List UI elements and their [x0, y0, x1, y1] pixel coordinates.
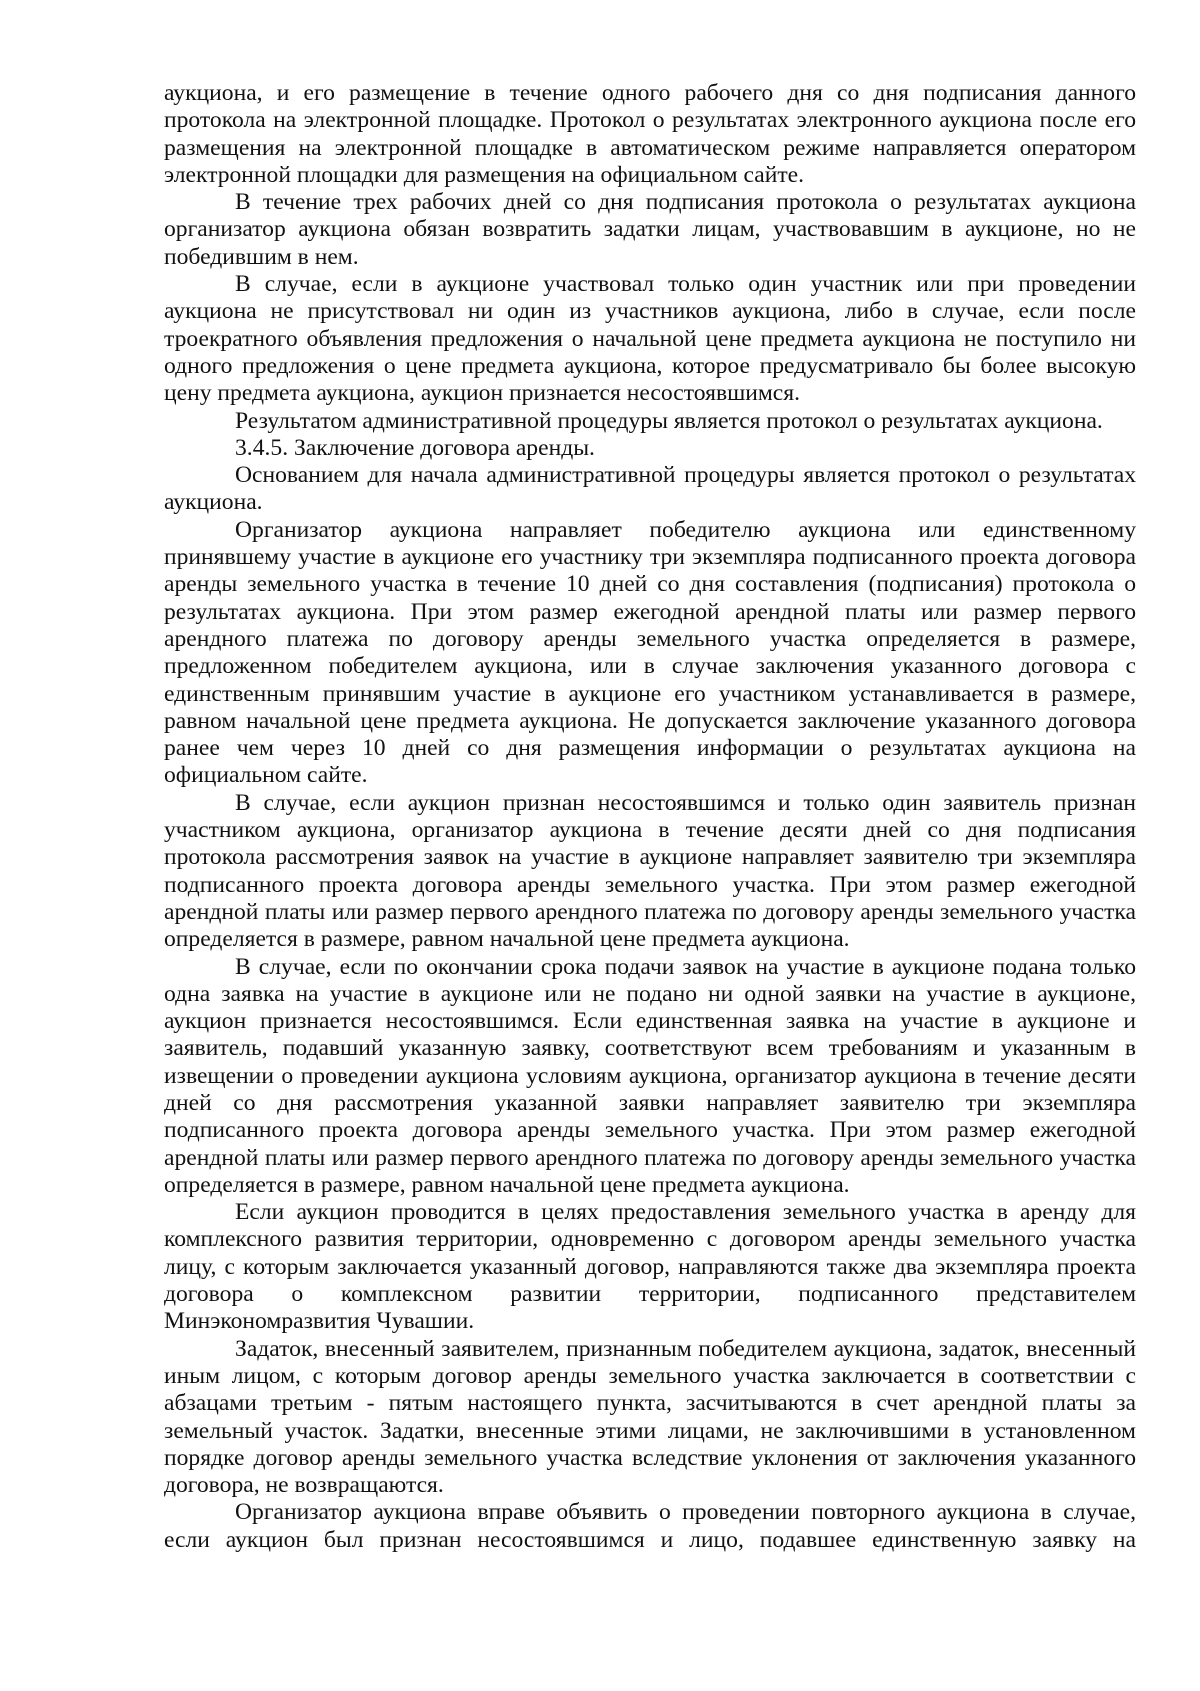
paragraph-6: Основанием для начала административной процедуры является протокол о результатах аукциона.	[164, 462, 1136, 516]
paragraph-12: Организатор аукциона вправе объявить о проведении повторного аукциона в случае, если аукцион был признан несостоявшимся и лицо, подавшее единственную заявку на	[164, 1499, 1136, 1553]
paragraph-3: В случае, если в аукционе участвовал только один участник или при проведении аукциона не присутствовал ни один из участников аукциона, либо в случае, если после троекратного объявления предложения о начальной цене предмета аукциона не поступило ни одного предложения о цене предмета аукциона, которое предусматривало бы более высокую цену предмета аукциона, аукцион признается несостоявшимся.	[164, 271, 1136, 407]
document-page	[164, 80, 1136, 1554]
paragraph-7: Организатор аукциона направляет победителю аукциона или единственному принявшему участие в аукционе его участнику три экземпляра подписанного проекта договора аренды земельного участка в течение 10 дней со дня составления (подписания) протокола о результатах аукциона. При этом размер ежегодной арендной платы или размер первого арендного платежа по договору аренды земельного участка определяется в размере, предложенном победителем аукциона, или в случае заключения указанного договора с единственным принявшим участие в аукционе его участником устанавливается в размере, равном начальной цене предмета аукциона. Не допускается заключение указанного договора ранее чем через 10 дней со дня размещения информации о результатах аукциона на официальном сайте.	[164, 516, 1136, 789]
section-heading-3-4-5: 3.4.5. Заключение договора аренды.	[235, 434, 595, 461]
paragraph-11: Задаток, внесенный заявителем, признанным победителем аукциона, задаток, внесенный иным лицом, с которым договор аренды земельного участка заключается в соответствии с абзацами третьим - пятым настоящего пункта, засчитываются в счет арендной платы за земельный участок. Задатки, внесенные этими лицами, не заключившими в установленном порядке договор аренды земельного участка вследствие уклонения от заключения указанного договора, не возвращаются.	[164, 1335, 1136, 1499]
paragraph-8: В случае, если аукцион признан несостоявшимся и только один заявитель признан участником аукциона, организатор аукциона в течение десяти дней со дня подписания протокола рассмотрения заявок на участие в аукционе направляет заявителю три экземпляра подписанного проекта договора аренды земельного участка. При этом размер ежегодной арендной платы или размер первого арендного платежа по договору аренды земельного участка определяется в размере, равном начальной цене предмета аукциона.	[164, 789, 1136, 953]
paragraph-9: В случае, если по окончании срока подачи заявок на участие в аукционе подана только одна заявка на участие в аукционе или не подано ни одной заявки на участие в аукционе, аукцион признается несостоявшимся. Если единственная заявка на участие в аукционе и заявитель, подавший указанную заявку, соответствуют всем требованиям и указанным в извещении о проведении аукциона условиям аукциона, организатор аукциона в течение десяти дней со дня рассмотрения указанной заявки направляет заявителю три экземпляра подписанного проекта договора аренды земельного участка. При этом размер ежегодной арендной платы или размер первого арендного платежа по договору аренды земельного участка определяется в размере, равном начальной цене предмета аукциона.	[164, 953, 1136, 1198]
paragraph-10: Если аукцион проводится в целях предоставления земельного участка в аренду для комплексного развития территории, одновременно с договором аренды земельного участка лицу, с которым заключается указанный договор, направляются также два экземпляра проекта договора о комплексном развитии территории, подписанного представителем Минэкономразвития Чувашии.	[164, 1199, 1136, 1335]
paragraph-1: аукциона, и его размещение в течение одного рабочего дня со дня подписания данного протокола на электронной площадке. Протокол о результатах электронного аукциона после его размещения на электронной площадке в автоматическом режиме направляется оператором электронной площадки для размещения на официальном сайте.	[164, 80, 1136, 188]
paragraph-2: В течение трех рабочих дней со дня подписания протокола о результатах аукциона организатор аукциона обязан возвратить задатки лицам, участвовавшим в аукционе, но не победившим в нем.	[164, 189, 1136, 270]
paragraph-4: Результатом административной процедуры является протокол о результатах аукциона.	[235, 407, 1103, 434]
